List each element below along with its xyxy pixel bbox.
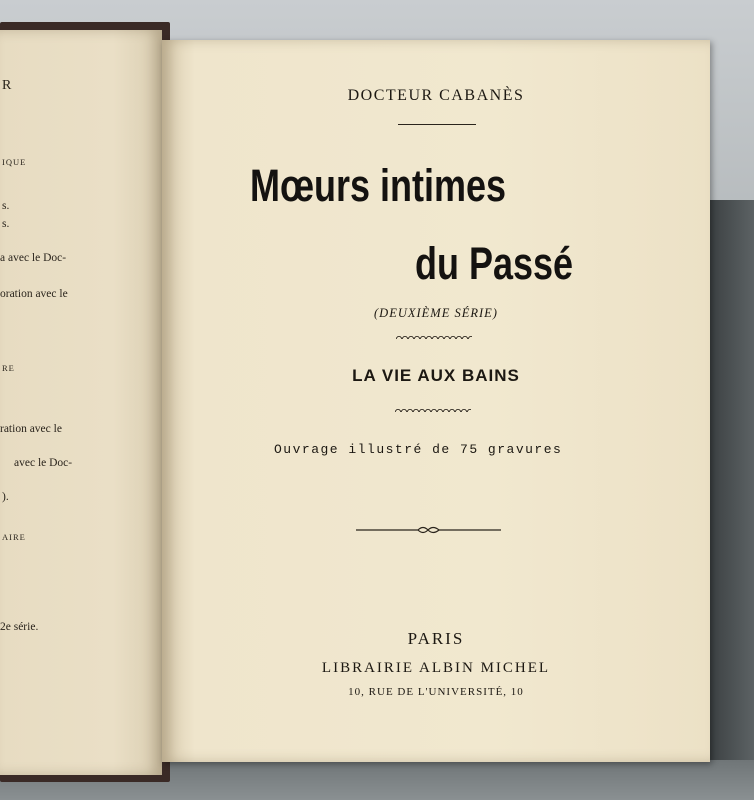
title-page [162,40,710,762]
left-page-line: RE [2,363,15,373]
left-page-line: ). [2,491,9,503]
wavy-divider [395,406,471,412]
publisher-address: 10, RUE DE L'UNIVERSITÉ, 10 [348,686,524,698]
left-page-line: IQUE [2,157,27,167]
left-page-line: 2e série. [0,621,39,633]
illustration-note: Ouvrage illustré de 75 gravures [274,442,563,457]
author-name: DOCTEUR CABANÈS [347,87,525,104]
left-page-line: oration avec le [0,288,68,300]
series-label: (DEUXIÈME SÉRIE) [374,306,498,320]
left-page-line: R [2,78,12,93]
wavy-divider [396,333,472,339]
book-title-line-1: Mœurs intimes [250,160,507,211]
publication-city: PARIS [407,629,465,648]
left-page [0,30,162,775]
book-subtitle: LA VIE AUX BAINS [352,366,520,385]
left-page-line: AIRE [2,532,26,542]
ornament-divider-icon [356,525,501,535]
publisher-name: LIBRAIRIE ALBIN MICHEL [321,660,551,676]
divider-rule [398,124,476,125]
left-page-line: s. [2,200,10,212]
left-page-line: s. [2,218,10,230]
left-page-line: ration avec le [0,423,62,435]
left-page-line: a avec le Doc- [0,252,67,264]
left-page-line: avec le Doc- [14,457,73,469]
book-title-line-2: du Passé [415,238,574,289]
